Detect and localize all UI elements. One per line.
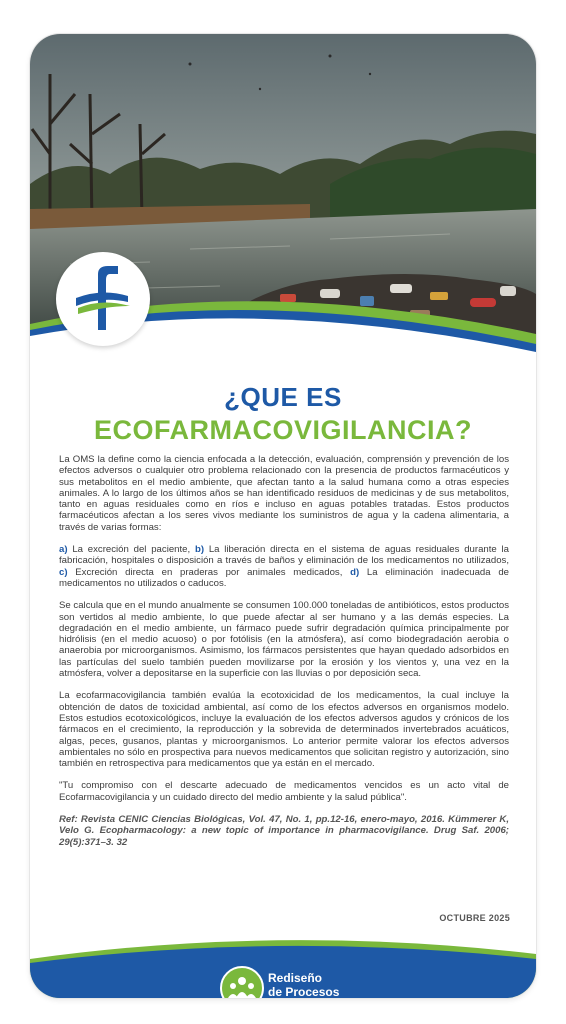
f-logo-icon <box>56 252 150 346</box>
text-c: Excreción directa en praderas por animales medicados, <box>67 566 351 578</box>
poster-card <box>30 34 536 998</box>
brand-rediseno-procesos <box>220 966 360 998</box>
label-d: d) <box>350 566 360 578</box>
article-body <box>59 454 509 859</box>
brand-line1: Rediseño <box>268 971 323 985</box>
text-d: La eliminación inadecuada de medicamentos no utilizados o caducos. <box>59 566 509 589</box>
label-b: b) <box>194 544 205 556</box>
reference-text: Ref: Revista CENIC Ciencias Biológicas, Vol. 47, No. 1, pp.12-16, enero-mayo, 2016. Kümmerer K, Velo G. Ecopharmacology: a new topic of importance in pharmacovigilance. Drug Saf. 2006; 29(5):371–3. 32 <box>59 814 509 848</box>
page-title-line2: ECOFARMACOVIGILANCIA? <box>94 415 472 445</box>
brand-name <box>268 971 339 998</box>
label-c: c) <box>59 566 68 578</box>
team-people-icon <box>220 966 264 998</box>
label-a: a) <box>59 544 68 556</box>
text-a: La excreción del paciente, <box>67 544 195 556</box>
paragraph-forms <box>59 544 509 589</box>
paragraph-intro: La OMS la define como la ciencia enfocada a la detección, evaluación, comprensión y prevención de los efectos adversos o cualquier otro problema relacionado con la presencia de productos farmacéuticos y sus metabolitos en el medio ambiente, que afectan tanto a la salud humana como a otras especies animales. A lo largo de los últimos años se han identificado residuos de medicinas y de sus metabolitos, tanto en aguas residuales como en ríos e incluso en aguas potables tratadas. Estos productos farmacéuticos afectan a los seres vivos mediante los suministros de agua y la cadena alimentaria, a través de varias formas: <box>59 454 509 533</box>
publication-date: OCTUBRE 2025 <box>439 913 510 923</box>
text-b: La liberación directa en el sistema de aguas residuales durante la fabricación, hospitales o disposición a través de baños y eliminación de los medicamentos no utilizados, <box>59 544 509 567</box>
paragraph-ecotoxicity: La ecofarmacovigilancia también evalúa la ecotoxicidad de los medicamentos, la cual incluye la obtención de datos de toxicidad ambiental, así como de los efectos adversos en organismos modelo. Estos estudios ecotoxicológicos, incluye la evaluación de los efectos adversos agudos y crónicos de los fármacos en el crecimiento, la reproducción y la sobrevida de determinados invertebrados acuáticos, algas, peces, gusanos, plantas y microorganismos. Lo anterior permite valorar los efectos adversos ambientales no sólo en prospectiva para nuevos medicamentos que solicitan registro y autorización, sino también en retrospectiva para medicamentos que ya están en el mercado. <box>59 690 509 770</box>
page-title-line1: ¿QUE ES <box>224 382 342 412</box>
paragraph-antibiotics: Se calcula que en el mundo anualmente se consumen 100.000 toneladas de antibióticos, estos productos son vertidos al medio ambiente, lo que puede afectar al ser humano y a las demás especies. La degradación en el medio ambiente, un fármaco puede sufrir degradación química principalmente por hidrólisis (en el medio acuoso) o por fotólisis (en la atmósfera), así como biodegradación aerobia o anaerobia por microorganismos. Asimismo, los fármacos persistentes que hayan quedado adsorbidos en las partículas del suelo también pueden movilizarse por la erosión y los vientos y, una vez en la atmósfera, volver a depositarse en la superficie con las lluvias o por deposición seca. <box>59 600 509 680</box>
brand-line2: de Procesos <box>268 985 340 998</box>
paragraph-quote: "Tu compromiso con el descarte adecuado de medicamentos vencidos es un acto vital de Ecofarmacovigilancia y un cuidado directo del medio ambiente y la salud pública". <box>59 780 509 803</box>
